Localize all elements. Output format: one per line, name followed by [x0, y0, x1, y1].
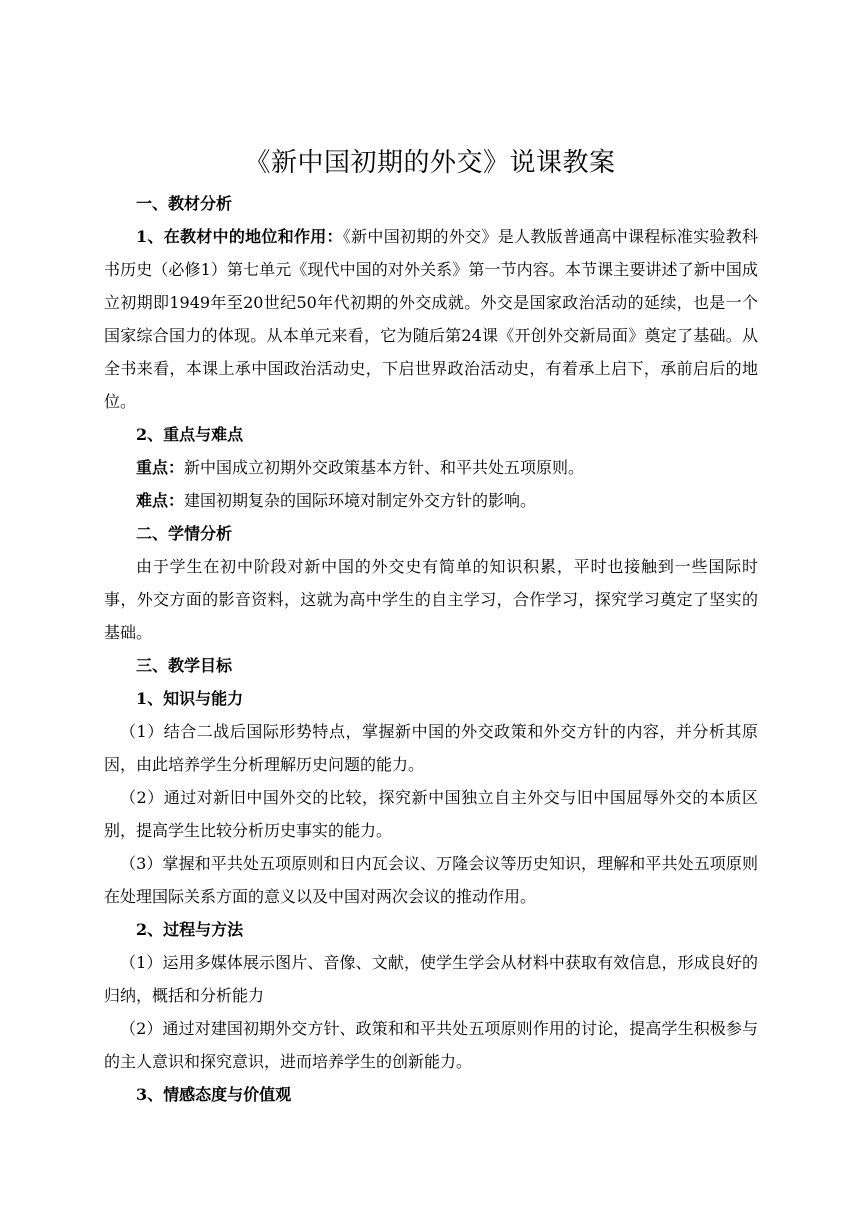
paragraph-key-point: 重点：新中国成立初期外交政策基本方针、和平共处五项原则。	[136, 458, 585, 477]
list-item: （2）通过对新旧中国外交的比较，探究新中国独立自主外交与旧中国屈辱外交的本质区别，提高学生比较分析历史事实的能力。	[104, 788, 758, 840]
list-item: （2）通过对建国初期外交方针、政策和和平共处五项原则作用的讨论，提高学生积极参与的主人意识和探究意识，进而培养学生的创新能力。	[104, 1019, 758, 1071]
section-heading-materials: 一、教材分析	[136, 194, 233, 213]
page-title: 《新中国初期的外交》说课教案	[244, 148, 616, 178]
paragraph-difficult-point: 难点：建国初期复杂的国际环境对制定外交方针的影响。	[136, 491, 537, 510]
paragraph-students: 由于学生在初中阶段对新中国的外交史有简单的知识积累，平时也接触到一些国际时事，外交方面的影音资料，这就为高中学生的自主学习，合作学习，探究学习奠定了坚实的基础。	[104, 557, 758, 642]
subheading-knowledge-ability: 1、知识与能力	[136, 689, 244, 708]
paragraph-position-role: 1、在教材中的地位和作用：《新中国初期的外交》是人教版普通高中课程标准实验教科书历史（必修1）第七单元《现代中国的对外关系》第一节内容。本节课主要讲述了新中国成立初期即1949年至20世纪50年代初期的外交成就。外交是国家政治活动的延续，也是一个国家综合国力的体现。从本单元来看，它为随后第24课《开创外交新局面》奠定了基础。从全书来看，本课上承中国政治活动史，下启世界政治活动史，有着承上启下，承前启后的地位。	[104, 227, 758, 411]
list-item: （1）运用多媒体展示图片、音像、文献，使学生学会从材料中获取有效信息，形成良好的归纳，概括和分析能力	[104, 953, 758, 1005]
section-heading-objectives: 三、教学目标	[136, 656, 233, 675]
key-point-label: 重点：	[136, 458, 185, 477]
subheading-process-method: 2、过程与方法	[136, 920, 244, 939]
subheading-key-difficult: 2、重点与难点	[136, 425, 244, 444]
list-item: （1）结合二战后国际形势特点，掌握新中国的外交政策和外交方针的内容，并分析其原因，由此培养学生分析理解历史问题的能力。	[104, 722, 758, 774]
section-heading-students: 二、学情分析	[136, 524, 233, 543]
subheading-position-role: 1、在教材中的地位和作用：	[136, 227, 343, 246]
document-body	[104, 187, 758, 1111]
subheading-emotion-values: 3、情感态度与价值观	[136, 1085, 292, 1104]
difficult-point-label: 难点：	[136, 491, 185, 510]
list-item: （3）掌握和平共处五项原则和日内瓦会议、万隆会议等历史知识，理解和平共处五项原则在处理国际关系方面的意义以及中国对两次会议的推动作用。	[104, 854, 758, 906]
